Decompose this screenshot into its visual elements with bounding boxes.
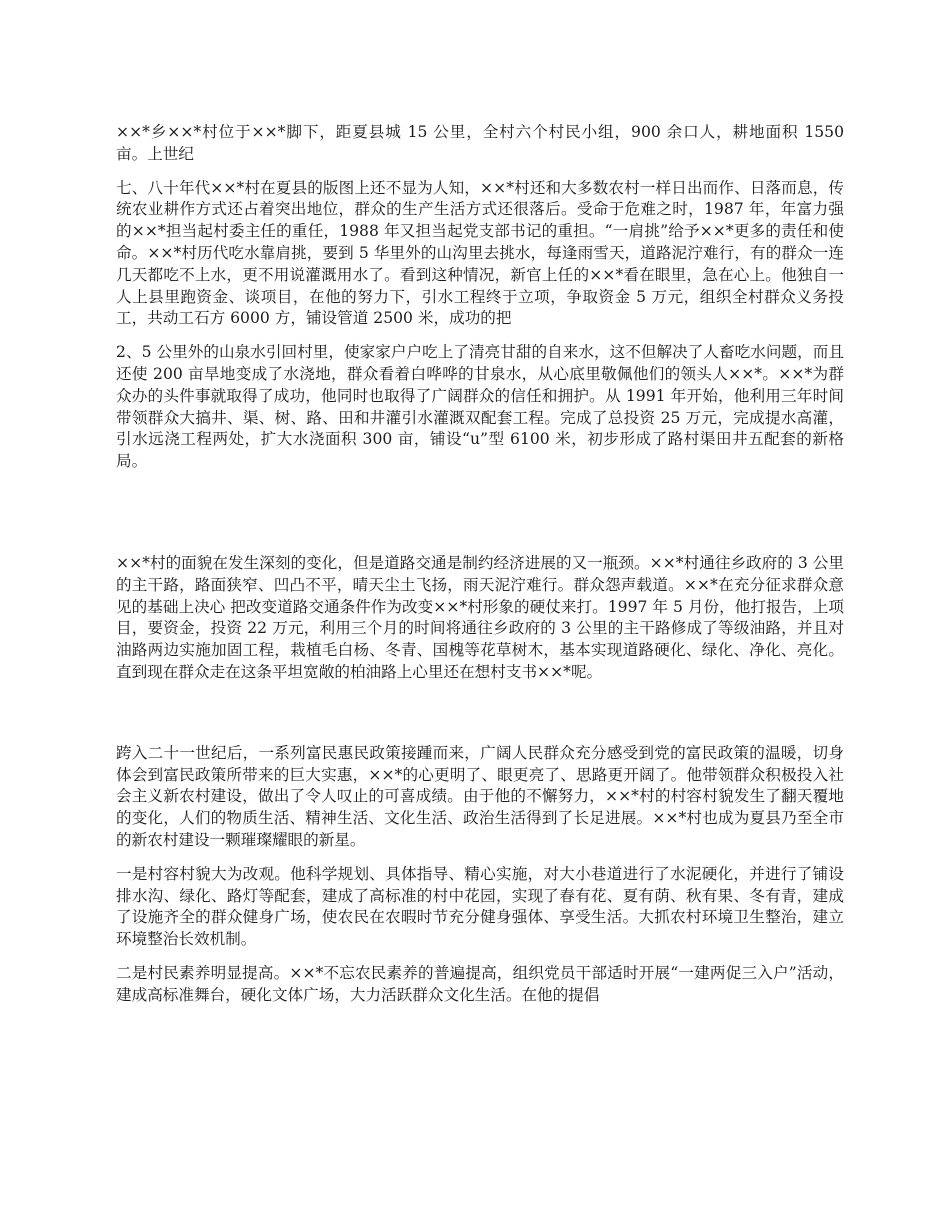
paragraph-intro: ××*乡××*村位于××*脚下，距夏县城 15 公里，全村六个村民小组，900 余口人，耕地面积 1550 亩。上世纪 [116,123,844,163]
paragraph-water-project: 2、5 公里外的山泉水引回村里，使家家户户吃上了清亮甘甜的自来水，这不但解决了人畜吃水问题，而且还使 200 亩旱地变成了水浇地，群众看着白哗哗的甘泉水，从心底里敬佩他们的领头人××*。××*为群众办的头件事就取得了成功，他同时也取得了广阔群众的信任和拥护。从 1991 年开始，他利用三年时间带领群众大搞井、渠、树、路、田和井灌引水灌溉双配套工程。完成了总投资 25 万元，完成提水高灌，引水远浇工程两处，扩大水浇面积 300 亩，铺设“u”型 6100 米，初步形成了路村渠田井五配套的新格局。 [116,343,844,471]
blank-space [116,696,844,743]
paragraph-road-project: ××*村的面貌在发生深刻的变化，但是道路交通是制约经济进展的又一瓶颈。××*村通往乡政府的 3 公里的主干路，路面狭窄、凹凸不平，晴天尘土飞扬，雨天泥泞难行。群众怨声载道。××*在充分征求群众意见的基础上决心 把改变道路交通条件作为改变××*村形象的硬仗来打。1997 年 5 月份，他打报告，上项目，要资金，投资 22 万元，利用三个月的时间将通往乡政府的 3 公里的主干路修成了等级油路，并且对油路两边实施加固工程，栽植毛白杨、冬青、国槐等花草树木，基本实现道路硬化、绿化、净化、亮化。直到现在群众走在这条平坦宽敞的柏油路上心里还在想村支书××*呢。 [116,553,844,681]
paragraph-villager-quality: 二是村民素养明显提高。××*不忘农民素养的普遍提高，组织党员干部适时开展“一建两促三入户”活动，建成高标准舞台，硬化文体广场，大力活跃群众文化生活。在他的提倡 [116,963,844,1004]
paragraph-village-appearance: 一是村容村貌大为改观。他科学规划、具体指导、精心实施，对大小巷道进行了水泥硬化，并进行了铺设排水沟、绿化、路灯等配套，建成了高标准的村中花园，实现了春有花、夏有荫、秋有果、冬有青，建成了设施齐全的群众健身广场，使农民在农暇时节充分健身强体、享受生活。大抓农村环境卫生整治，建立环境整治长效机制。 [116,864,844,949]
blank-space [116,485,844,553]
paragraph-new-century: 跨入二十一世纪后，一系列富民惠民政策接踵而来，广阔人民群众充分感受到党的富民政策的温暖，切身体会到富民政策所带来的巨大实惠，××*的心更明了、眼更亮了、思路更开阔了。他带领群众积极投入社会主义新农村建设，做出了令人叹止的可喜成绩。由于他的不懈努力，××*村的村容村貌发生了翻天覆地的变化，人们的物质生活、精神生活、文化生活、政治生活得到了长足进展。××*村也成为夏县乃至全市的新农村建设一颗璀璨耀眼的新星。 [116,743,844,849]
document-body [116,122,844,1019]
paragraph-history: 七、八十年代××*村在夏县的版图上还不显为人知，××*村还和大多数农村一样日出而作、日落而息，传统农业耕作方式还占着突出地位，群众的生产生活方式还很落后。受命于危难之时，1987 年，年富力强的××*担当起村委主任的重任，1988 年又担当起党支部书记的重担。“一肩挑”给予××*更多的责任和使命。××*村历代吃水靠肩挑，要到 5 华里外的山沟里去挑水，每逢雨雪天，道路泥泞难行，有的群众一连几天都吃不上水，更不用说灌溉用水了。看到这种情况，新官上任的××*看在眼里，急在心上。他独自一人上县里跑资金、谈项目，在他的努力下，引水工程终于立项，争取资金 5 万元，组织全村群众义务投工，共动工石方 6000 方，铺设管道 2500 米，成功的把 [116,178,844,328]
